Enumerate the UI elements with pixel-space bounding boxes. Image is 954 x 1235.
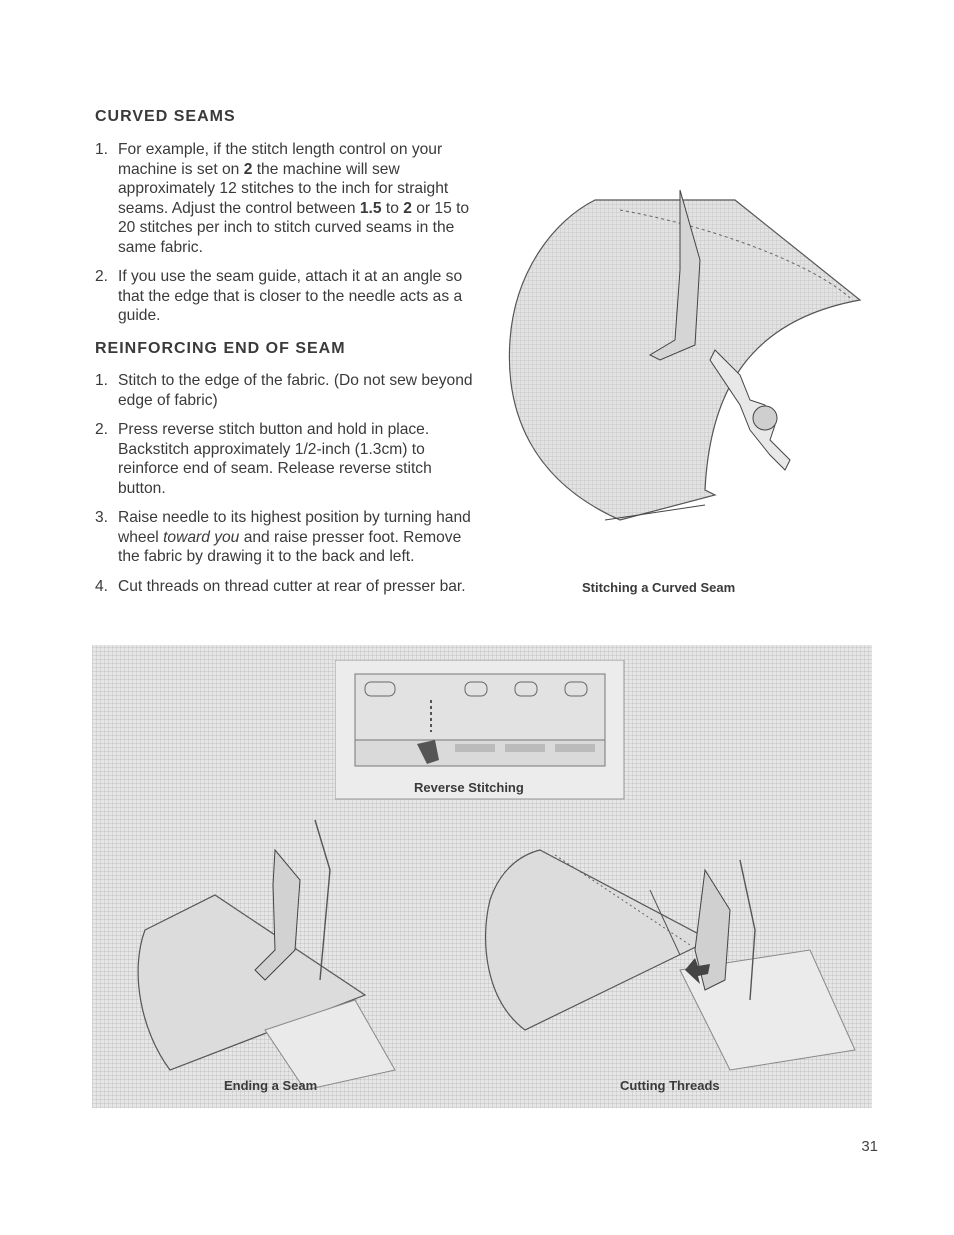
reinforcing-steps [95, 371, 473, 606]
reinforce-step-3 [95, 508, 473, 567]
step-number: 4. [95, 577, 109, 595]
curved-seam-illustration [500, 160, 870, 560]
curved-step-1 [95, 140, 473, 257]
step-number: 1. [95, 372, 109, 389]
reverse-stitching-caption: Reverse Stitching [414, 780, 524, 795]
step-text: Cut threads on thread cutter at rear of presser bar. [118, 577, 466, 595]
reinforce-step-1 [95, 371, 473, 410]
step-text: If you use the seam guide, attach it at an angle so that the edge that is closer to the needle acts as a guide. [118, 268, 463, 324]
step-number: 3. [95, 509, 109, 526]
step-text: For example, if the stitch length control on your machine is set on 2 the machine will sew approximately 12 stitches to the inch for straight seams. Adjust the control between 1.5 to 2 or 15 to 20 stitches per inch to stitch curved seams in the same fabric. [118, 141, 470, 256]
reinforcing-heading: REINFORCING END OF SEAM [95, 340, 346, 357]
cutting-threads-illustration [480, 830, 870, 1090]
page-number: 31 [861, 1138, 878, 1155]
cutting-threads-caption: Cutting Threads [620, 1078, 720, 1093]
reinforce-step-4 [95, 577, 473, 597]
ending-seam-illustration [125, 810, 425, 1090]
step-text: Raise needle to its highest position by turning hand wheel toward you and raise presser foot. Remove the fabric by drawing it to the back and left. [118, 509, 471, 565]
step-number: 2. [95, 421, 109, 438]
step-number: 2. [95, 268, 109, 285]
reverse-stitch-control-illustration [335, 660, 625, 800]
curved-seams-heading: CURVED SEAMS [95, 108, 236, 125]
step-text: Stitch to the edge of the fabric. (Do not sew beyond edge of fabric) [118, 372, 473, 409]
step-text: Press reverse stitch button and hold in place. Backstitch approximately 1/2-inch (1.3cm) to reinforce end of seam. Release reverse stitch button. [118, 421, 432, 497]
ending-seam-caption: Ending a Seam [224, 1078, 318, 1093]
curved-seams-steps [95, 140, 473, 336]
curved-seam-caption: Stitching a Curved Seam [582, 580, 736, 595]
curved-step-2 [95, 267, 473, 326]
reinforce-step-2 [95, 420, 473, 498]
step-number: 1. [95, 141, 109, 158]
